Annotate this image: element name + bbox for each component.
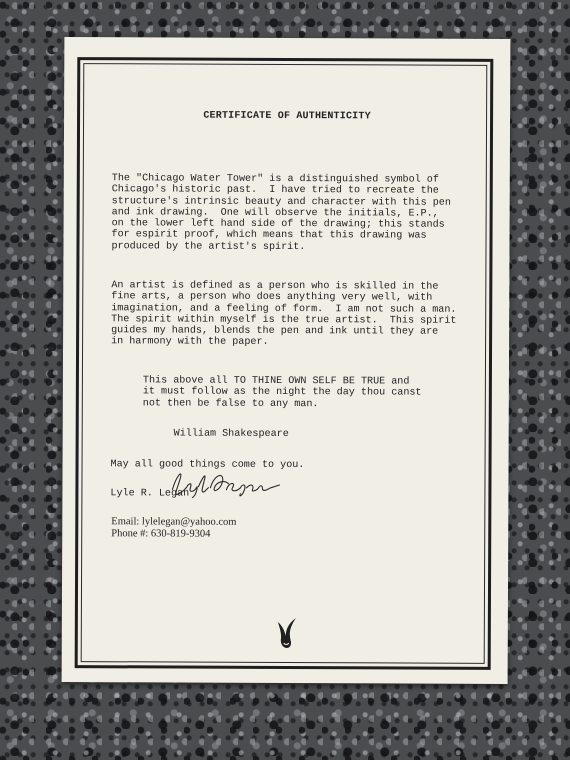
- double-border-inner: [81, 63, 488, 664]
- contact-email: Email: lylelegan@yahoo.com: [111, 516, 237, 528]
- closing-line: May all good things come to you.: [110, 459, 305, 472]
- artist-paragraph: An artist is defined as a person who is skilled in the fine arts, a person who does anything very well, with imagination, and a feeling of form. I am not such a man. The spirit within myself is the true artist. This spirit guides my hands, blends the pen and ink until they are in harmony with the paper.: [111, 280, 457, 349]
- quote-attribution: William Shakespeare: [173, 428, 289, 441]
- double-border-outer: [75, 57, 494, 670]
- quill-feather-logo-icon: [274, 616, 298, 650]
- certificate-paper: [62, 37, 511, 684]
- shakespeare-quote: This above all TO THINE OWN SELF BE TRUE and it must follow as the night the day thou canst not then be false to any man.: [142, 375, 422, 410]
- signer-name: Lyle R. Legan: [110, 488, 190, 500]
- contact-phone: Phone #: 630-819-9304: [111, 528, 211, 540]
- intro-paragraph: The "Chicago Water Tower" is a distinguished symbol of Chicago's historic past. I have tried to recreate the structure's intrinsic beauty and character with this pen and ink drawing. One will observe the initials, E.P., on the lower left hand side of the drawing; this stands for espirit proof, which means that this drawing was produced by the artist's spirit.: [111, 173, 451, 253]
- certificate-title: CERTIFICATE OF AUTHENTICITY: [203, 110, 371, 123]
